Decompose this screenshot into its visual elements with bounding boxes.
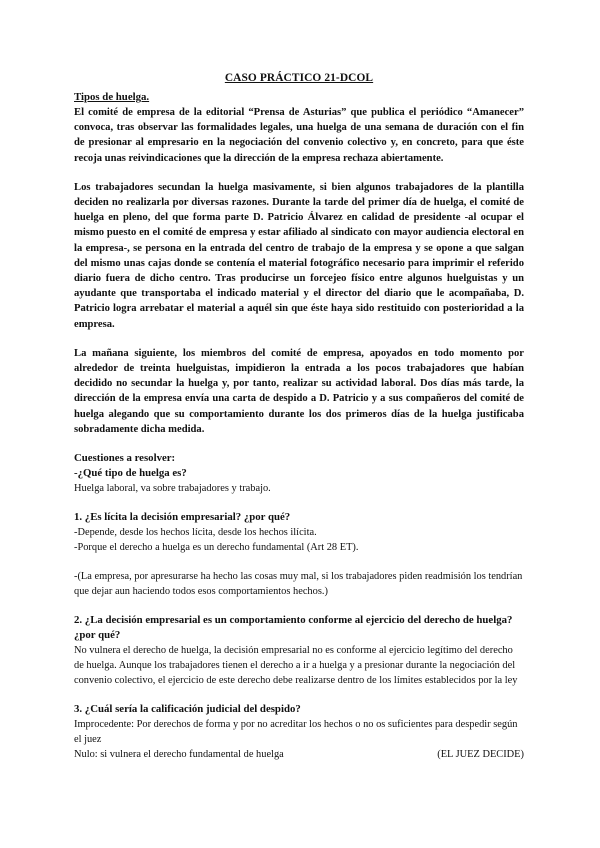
answer-3-line-2: Nulo: si vulnera el derecho fundamental de huelga bbox=[74, 749, 284, 761]
answer-1-note: -(La empresa, por apresurarse ha hecho las cosas muy mal, si los trabajadores piden readmisión los tendrían que dejar aun haciendo todos esos comportamientos hechos.) bbox=[74, 571, 523, 598]
question-0: -¿Qué tipo de huelga es? bbox=[74, 467, 187, 480]
answer-3-line-1: Improcedente: Por derechos de forma y por no acreditar los hechos o no os suficientes para despedir según el juez bbox=[74, 719, 518, 746]
section-heading: Tipos de huelga. bbox=[74, 91, 150, 103]
case-paragraph-1: El comité de empresa de la editorial “Prensa de Asturias” que publica el periódico “Amanecer” convoca, tras observar las formalidades legales, una huelga de una semana de duración con el fin de presionar al empresario en la negociación del convenio colectivo y, en concreto, para que éste recoja unas reivindicaciones que la dirección de la empresa rechaza abiertamente. bbox=[74, 107, 524, 164]
case-paragraph-2: Los trabajadores secundan la huelga masivamente, si bien algunos trabajadores de la plantilla deciden no realizarla por diversas razones. Durante la tarde del primer día de huelga, el comité de huelga en pleno, del que forma parte D. Patricio Álvarez en calidad de presidente -al ocupar el mismo puesto en el comité de empresa y estar afiliado al sindicato con mayor audiencia electoral en la empresa-, se persona en la entrada del centro de trabajo de la empresa y se opone a que salgan del mismo unas cajas donde se contenía el material fotográfico necesario para imprimir el referido diario fuera de dicho centro. Tras producirse un forcejeo físico entre algunos huelguistas y un ayudante que transportaba el indicado material y el director del diario que le acompañaba, D. Patricio logra arrebatar el material a aquél sin que éste haya sido restituido con posterioridad a la empresa. bbox=[74, 181, 524, 330]
answer-2: No vulnera el derecho de huelga, la decisión empresarial no es conforme al ejercicio legítimo del derecho de huelga. Aunque los trabajadores tienen el derecho a ir a huelga y a presionar durante la negociación del convenio colectivo, el ejercicio de este derecho debe realizarse dentro de los límites establecidos por la ley bbox=[74, 645, 518, 687]
answer-1-line-2: -Porque el derecho a huelga es un derecho fundamental (Art 28 ET). bbox=[74, 542, 359, 554]
question-2: 2. ¿La decisión empresarial es un comportamiento conforme al ejercicio del derecho de huelga? ¿por qué? bbox=[74, 614, 513, 642]
question-3: 3. ¿Cuál sería la calificación judicial del despido? bbox=[74, 703, 301, 716]
answer-1-line-1: -Depende, desde los hechos lícita, desde los hechos ilícita. bbox=[74, 527, 317, 539]
answer-0: Huelga laboral, va sobre trabajadores y trabajo. bbox=[74, 483, 271, 495]
document-title: CASO PRÁCTICO 21-DCOL bbox=[224, 72, 374, 84]
questions-heading: Cuestiones a resolver: bbox=[74, 452, 176, 465]
case-paragraph-3: La mañana siguiente, los miembros del comité de empresa, apoyados en todo momento por alrededor de treinta huelguistas, impidieron la entrada a los pocos trabajadores que habían decidido no secundar la huelga y, por tanto, realizar su actividad laboral. Dos días más tarde, la dirección de la empresa envía una carta de despido a D. Patricio y a sus compañeros del comité de huelga alegando que su comportamiento durante los dos primeros días de la huelga justificaba sobradamente dicha medida. bbox=[74, 347, 524, 435]
question-1: 1. ¿Es lícita la decisión empresarial? ¿por qué? bbox=[74, 511, 291, 524]
answer-3-row bbox=[74, 747, 524, 762]
judge-decides-note: (EL JUEZ DECIDE) bbox=[437, 749, 524, 761]
